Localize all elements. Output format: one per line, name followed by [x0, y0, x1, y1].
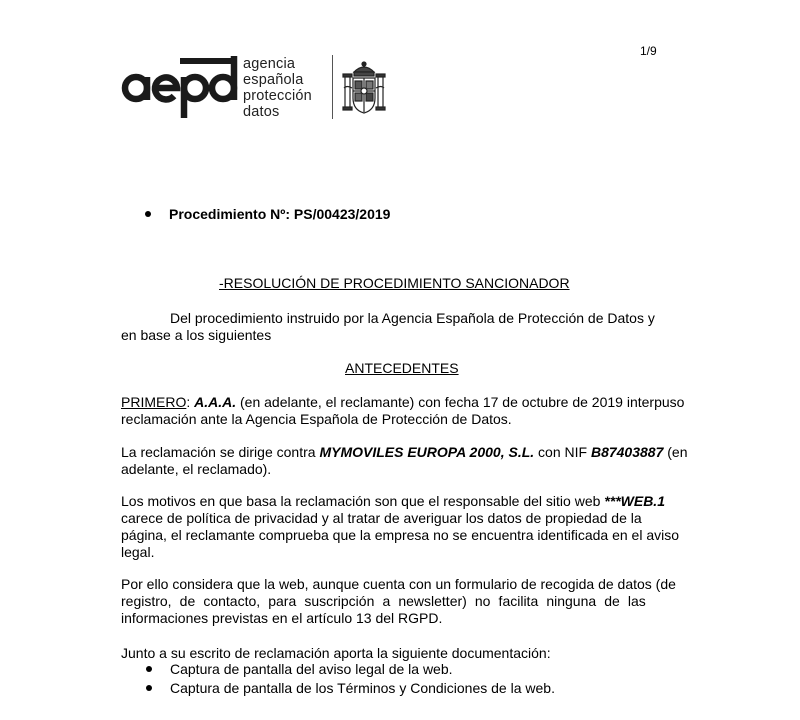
company-nif: B87403887	[590, 444, 664, 460]
procedure-number	[169, 206, 390, 223]
reclamacion-line-2: adelante, el reclamado).	[121, 461, 272, 477]
website-name: ***WEB.1	[604, 493, 665, 509]
considera-line-3: informaciones previstas en el artículo 13 del RGPD.	[121, 610, 443, 626]
reclamacion-middle: con NIF	[534, 444, 591, 460]
claimant-name: A.A.A.	[194, 394, 237, 410]
primero-line-2: reclamación ante la Agencia Española de Protección de Datos.	[121, 411, 512, 427]
bullet-dot	[145, 211, 151, 217]
page-number: 1/9	[640, 44, 657, 58]
aepd-logo	[120, 52, 390, 124]
company-name: MYMOVILES EUROPA 2000, S.L.	[319, 444, 535, 460]
reclamacion-line-1	[121, 444, 687, 461]
logo-line: agencia	[243, 56, 296, 72]
primero-label: PRIMERO	[121, 394, 187, 410]
logo-line: datos	[243, 104, 280, 120]
logo-line: española	[243, 72, 304, 88]
considera-line-1: Por ello considera que la web, aunque cuenta con un formulario de recogida de datos (de	[121, 576, 676, 592]
logo-divider	[332, 55, 333, 119]
intro-line-1: Del procedimiento instruido por la Agencia Española de Protección de Datos y	[170, 310, 655, 326]
motivos-line-1	[121, 493, 665, 510]
reclamacion-suffix: (en	[663, 444, 688, 460]
procedure-value: PS/00423/2019	[293, 206, 391, 222]
primero-rest: (en adelante, el reclamante) con fecha 17 de octubre de 2019 interpuso	[236, 394, 685, 410]
motivos-line-2: carece de política de privacidad y al tratar de averiguar los datos de propiedad de la	[121, 510, 642, 526]
procedure-label: Procedimiento Nº:	[169, 206, 291, 222]
aepd-logo-mark-icon	[120, 52, 240, 122]
reclamacion-prefix: La reclamación se dirige contra	[121, 444, 320, 460]
primero-line-1	[121, 394, 684, 411]
considera-line-2: registro, de contacto, para suscripción a newsletter) no facilita ninguna de las	[121, 593, 646, 609]
motivos-line-3: página, el reclamante comprueba que la empresa no se encuentra identificada en el aviso	[121, 527, 680, 543]
logo-line: protección	[243, 88, 312, 104]
aepd-logo-text	[243, 56, 312, 120]
list-item: Captura de pantalla del aviso legal de la web.	[170, 661, 453, 677]
documentacion-intro: Junto a su escrito de reclamación aporta la siguiente documentación:	[121, 645, 551, 661]
list-item: Captura de pantalla de los Términos y Condiciones de la web.	[170, 680, 555, 696]
bullet-dot	[146, 666, 152, 672]
antecedentes-heading: ANTECEDENTES	[345, 360, 459, 376]
motivos-prefix: Los motivos en que basa la reclamación son que el responsable del sitio web	[121, 493, 605, 509]
motivos-line-4: legal.	[121, 544, 155, 560]
spain-coat-of-arms-icon	[342, 60, 386, 116]
bullet-dot	[146, 685, 152, 691]
document-title: -RESOLUCIÓN DE PROCEDIMIENTO SANCIONADOR	[219, 275, 570, 291]
intro-line-2: en base a los siguientes	[121, 327, 272, 343]
primero-colon: :	[186, 394, 195, 410]
